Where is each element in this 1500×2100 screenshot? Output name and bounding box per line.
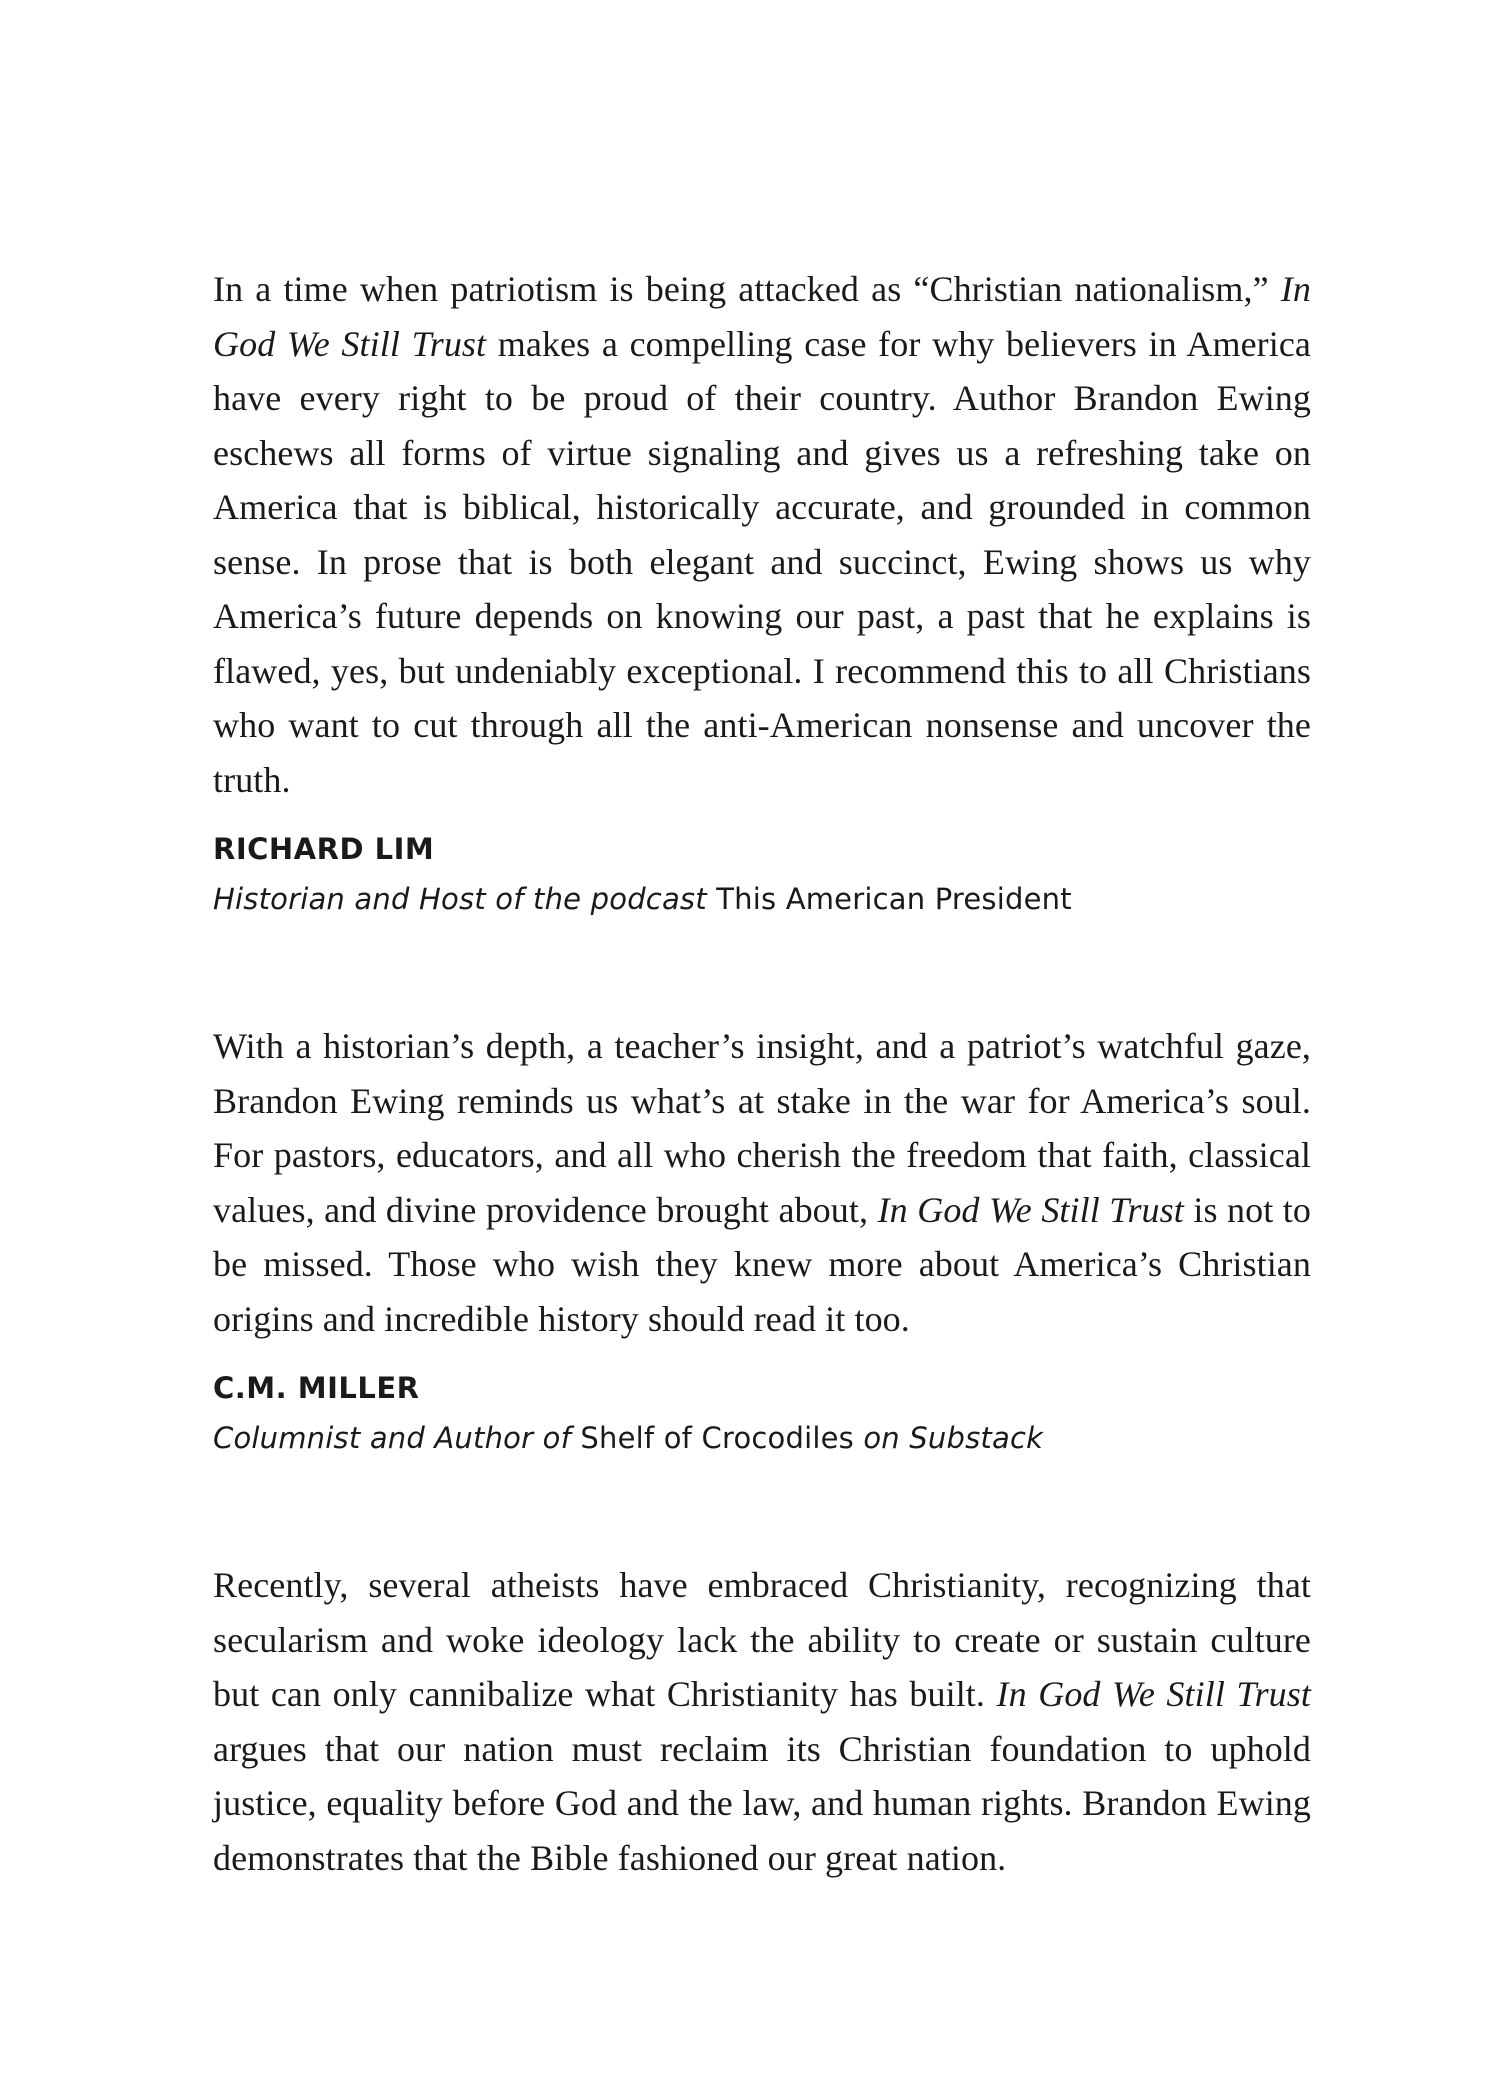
book-title: In God We Still Trust [213, 269, 1311, 364]
endorsement-quote [213, 1558, 1311, 1885]
book-title: In God We Still Trust [877, 1189, 1184, 1230]
quote-text: Recently, several atheists have embraced Christianity, recognizing that secularism and woke ideology lack the ability to create or sustain culture but can only cannibalize what Christianity has built. [213, 1565, 1311, 1714]
role-text: Historian and Host of the podcast [213, 882, 707, 916]
role-text: This American President [706, 882, 1072, 916]
quote-text: With a historian’s depth, a teacher’s insight, and a patriot’s watchful gaze, Brandon Ewing reminds us what’s at stake in the war for America’s soul. For pastors, educators, and all who cherish the freedom that faith, classical values, and divine providence brought about, [213, 1026, 1311, 1230]
endorsement-2 [213, 1019, 1311, 1460]
endorser-role [213, 877, 1311, 921]
endorsement-quote [213, 262, 1311, 807]
quote-text: is not to be missed. Those who wish they knew more about America’s Christian origins and incredible history should read it too. [213, 1189, 1312, 1339]
quote-text: makes a compelling case for why believers in America have every right to be proud of their country. Author Brandon Ewing eschews all forms of virtue signaling and gives us a refreshing take on America that is biblical, historically accurate, and grounded in common sense. In prose that is both elegant and succinct, Ewing shows us why America’s future depends on knowing our past, a past that he explains is flawed, yes, but undeniably exceptional. I recommend this to all Christians who want to cut through all the anti-American nonsense and uncover the truth. [213, 323, 1311, 800]
endorsements-page [213, 262, 1311, 1885]
quote-text: In a time when patriotism is being attacked as “Christian nationalism,” [213, 269, 1281, 309]
role-text: Shelf of Crocodiles [571, 1421, 864, 1455]
book-title: In God We Still Trust [996, 1674, 1311, 1714]
role-text: on Substack [863, 1421, 1044, 1455]
endorser-role [213, 1416, 1311, 1460]
role-text: Columnist and Author of [213, 1421, 571, 1455]
endorser-name: RICHARD LIM [213, 832, 435, 866]
quote-text: argues that our nation must reclaim its Christian foundation to uphold justice, equality before God and the law, and human rights. Brandon Ewing demonstrates that the Bible fashioned our great nation. [213, 1728, 1311, 1878]
endorsement-1 [213, 262, 1311, 921]
endorsement-3 [213, 1558, 1311, 1885]
endorsement-quote [213, 1019, 1311, 1346]
endorser-name: C.M. MILLER [213, 1371, 420, 1405]
